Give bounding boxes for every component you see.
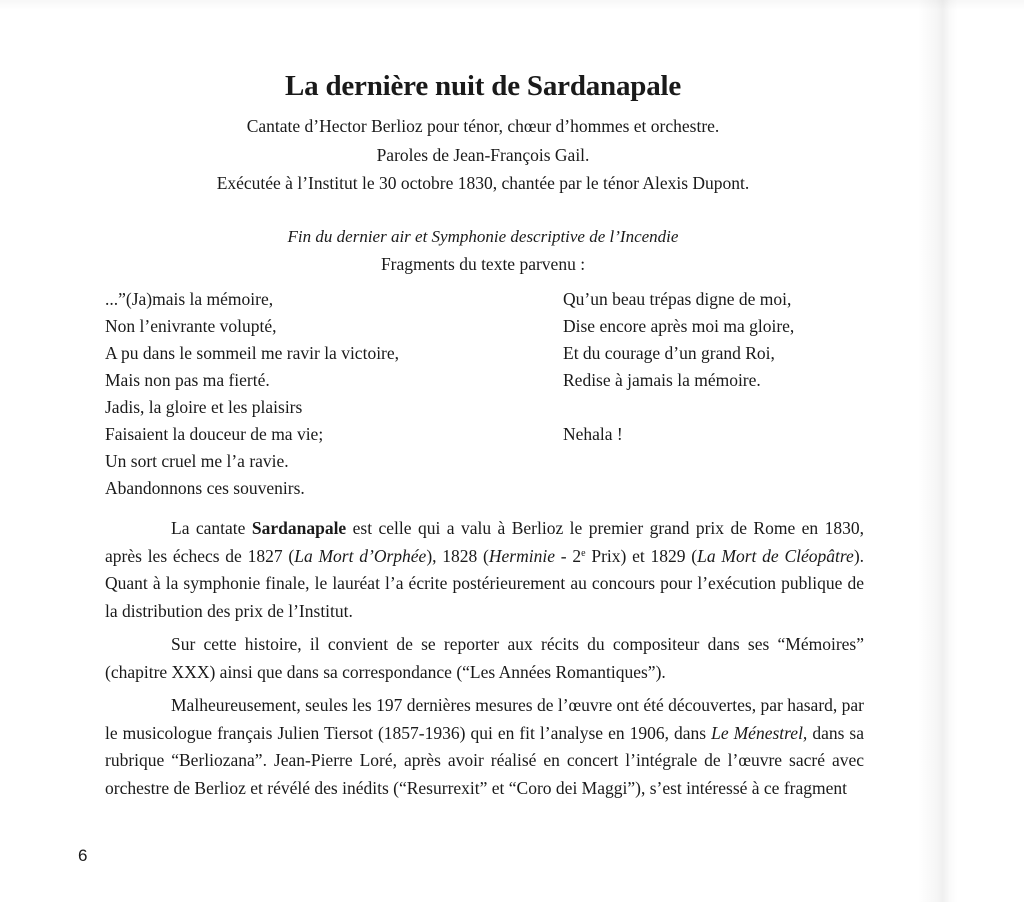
verse-line: Non l’enivrante volupté, [105,316,277,336]
stanza-gap [563,394,794,421]
text: ), 1828 ( [426,545,489,566]
page-title: La dernière nuit de Sardanapale [284,70,682,102]
work-title: La Mort d’Orphée [294,545,427,566]
paragraph-2 [105,631,864,686]
verse-line: A pu dans le sommeil me ravir la victoire, [105,343,400,363]
verse-line: Dise encore après moi ma gloire, [563,316,795,336]
text: est celle qui a valu à Berlioz le premier grand prix de Rome en 1830, après les échecs de 1827 ( [105,518,864,566]
section-heading: Fin du dernier air et Symphonie descriptive de l’Incendie [287,227,679,246]
verse-line: Faisaient la douceur de ma vie; [105,424,324,444]
text: ). Quant à la symphonie finale, le lauréat l’a écrite postérieurement au concours pour l’exécution publique de la distribution des prix de l’Institut. [105,545,865,621]
verse-line: Redise à jamais la mémoire. [563,370,761,390]
page-number: 6 [78,846,88,865]
text: - 2 [555,545,582,566]
paragraph-3 [105,692,864,802]
verse-line: Un sort cruel me l’a ravie. [105,451,289,471]
subtitle-line: Exécutée à l’Institut le 30 octobre 1830, chantée par le ténor Alexis Dupont. [216,173,750,193]
paragraph-1 [105,515,864,625]
emphasis-bold: Sardanapale [251,518,347,538]
verse-line: Abandonnons ces souvenirs. [105,478,305,498]
section-subheading: Fragments du texte parvenu : [380,254,586,274]
verse-closing: Nehala ! [563,424,623,444]
text: Sur cette histoire, il convient de se reporter aux récits du compositeur dans ses “Mémoires” (chapitre XXX) ainsi que dans sa correspondance (“Les Années Romantiques”). [105,634,864,682]
publication-title: Le Ménestrel, [711,722,808,743]
text: Prix) et 1829 ( [585,545,698,566]
scan-edge [0,0,1024,10]
work-title: La Mort de Cléopâtre [697,545,854,566]
verse-column-left [105,286,399,502]
text: Malheureusement, seules les 197 dernières mesures de l’œuvre ont été découvertes, par hasard, par le musicologue français Julien Tiersot (1857-1936) qui en fit l’analyse en 1906, dans [105,695,864,743]
verse-line: ...”(Ja)mais la mémoire, [105,289,274,309]
subtitle-line: Cantate d’Hector Berlioz pour ténor, chœur d’hommes et orchestre. [246,116,720,136]
verse-line: Mais non pas ma fierté. [105,370,270,390]
superscript: e [581,547,586,559]
text: dans sa rubrique “Berliozana”. Jean-Pierre Loré, après avoir réalisé en concert l’intégrale de l’œuvre sacré avec orchestre de Berlioz et révélé des inédits (“Resurrexit” et “Coro dei Maggi”), s’est intéressé à ce fragment [105,722,864,798]
verse-line: Jadis, la gloire et les plaisirs [105,397,303,417]
work-title: Herminie [488,545,555,566]
verse-column-right [563,286,794,448]
subtitle-line: Paroles de Jean-François Gail. [376,145,590,165]
verse-line: Et du courage d’un grand Roi, [563,343,775,363]
text: La cantate [171,518,252,538]
verse-line: Qu’un beau trépas digne de moi, [563,289,792,309]
